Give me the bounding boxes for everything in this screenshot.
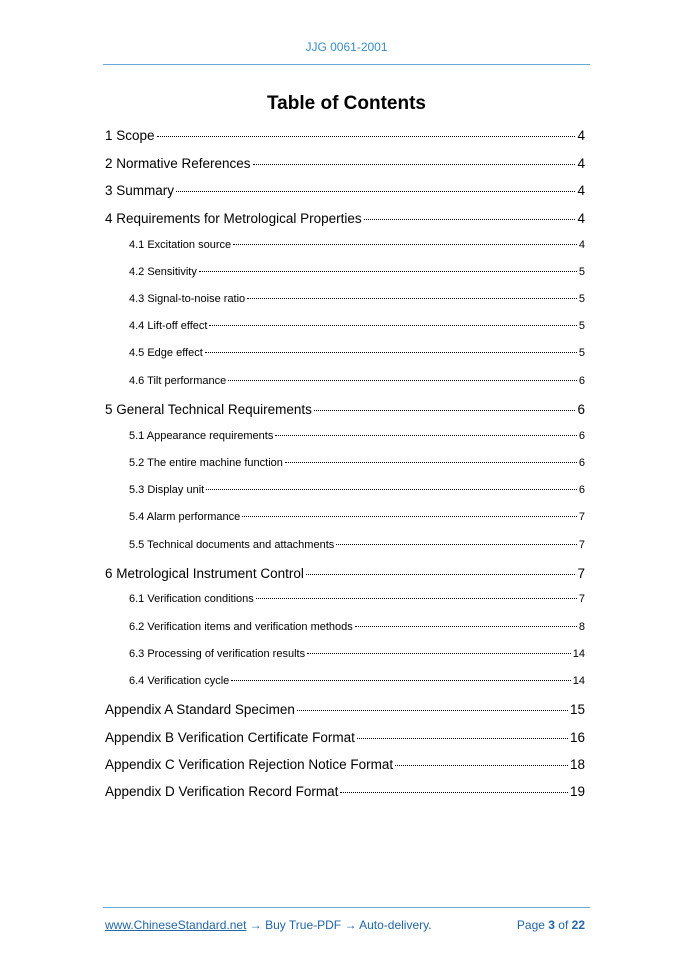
header-divider [103, 64, 590, 65]
dot-leader [228, 379, 577, 381]
toc-entry-label: 4 Requirements for Metrological Properties [105, 211, 362, 226]
dot-leader [253, 163, 576, 165]
dot-leader [357, 737, 568, 739]
toc-subentry[interactable] [129, 267, 585, 278]
footer-promo [105, 918, 432, 932]
dot-leader [231, 679, 570, 681]
toc-entry-label: 5.4 Alarm performance [129, 511, 241, 523]
page-total: 22 [571, 918, 585, 932]
dot-leader [176, 190, 575, 192]
dot-leader [209, 324, 576, 326]
toc-subentry[interactable] [129, 348, 585, 359]
toc-entry-page: 6 [578, 484, 585, 496]
toc-entry-label: Appendix D Verification Record Format [105, 784, 339, 799]
dot-leader [364, 218, 576, 220]
dot-leader [355, 625, 577, 627]
toc-subentry[interactable] [129, 622, 585, 633]
dot-leader [206, 488, 577, 490]
toc-entry-label: 5.3 Display unit [129, 484, 205, 496]
dot-leader [307, 652, 571, 654]
toc-entry-page: 8 [578, 621, 585, 633]
toc-entry-label: Appendix C Verification Rejection Notice Format [105, 757, 394, 772]
dot-leader [275, 434, 577, 436]
dot-leader [285, 461, 577, 463]
toc-entry-page: 7 [577, 566, 585, 581]
toc-entry-page: 7 [578, 511, 585, 523]
toc-entry[interactable] [105, 703, 585, 717]
toc-entry-label: 6.3 Processing of verification results [129, 648, 306, 660]
toc-entry[interactable] [105, 731, 585, 745]
toc-entry-page: 6 [578, 375, 585, 387]
toc-entry-label: 4.2 Sensitivity [129, 266, 197, 278]
page-footer [105, 918, 585, 932]
footer-divider [103, 907, 590, 908]
dot-leader [256, 597, 577, 599]
toc-entry-label: 5 General Technical Requirements [105, 402, 312, 417]
toc-entry-label: 4.6 Tilt performance [129, 375, 227, 387]
toc-entry[interactable] [105, 157, 585, 171]
toc-entry-label: 6.1 Verification conditions [129, 593, 254, 605]
toc-entry-label: 6.4 Verification cycle [129, 675, 230, 687]
toc-entry[interactable] [105, 212, 585, 226]
toc-entry[interactable] [105, 403, 585, 417]
toc-subentry[interactable] [129, 540, 585, 551]
toc-entry[interactable] [105, 567, 585, 581]
toc-entry-page: 5 [578, 320, 585, 332]
dot-leader [233, 243, 577, 245]
toc-subentry[interactable] [129, 376, 585, 387]
dot-leader [242, 515, 577, 517]
toc-entry-label: 4.5 Edge effect [129, 347, 203, 359]
toc-subentry[interactable] [129, 458, 585, 469]
dot-leader [314, 409, 576, 411]
toc-entry-label: Appendix B Verification Certificate Format [105, 730, 355, 745]
toc-entry-label: 5.2 The entire machine function [129, 457, 283, 469]
toc-entry-page: 5 [578, 266, 585, 278]
dot-leader [297, 709, 568, 711]
toc-entry-page: 18 [569, 757, 585, 772]
page-prefix: Page [516, 918, 549, 932]
toc-subentry[interactable] [129, 240, 585, 251]
dot-leader [157, 135, 576, 137]
toc-entry-page: 4 [577, 211, 585, 226]
toc-entry-page: 4 [577, 156, 585, 171]
toc-subentry[interactable] [129, 485, 585, 496]
toc-entry[interactable] [105, 785, 585, 799]
toc-subentry[interactable] [129, 321, 585, 332]
dot-leader [340, 791, 568, 793]
page-title: Table of Contents [266, 93, 427, 114]
running-header: JJG 0061-2001 [305, 40, 388, 54]
toc-entry-label: 2 Normative References [105, 156, 251, 171]
toc-entry-page: 6 [577, 402, 585, 417]
toc-entry-label: 4.3 Signal-to-noise ratio [129, 293, 246, 305]
toc-entry-label: 6.2 Verification items and verification methods [129, 621, 353, 633]
toc-subentry[interactable] [129, 512, 585, 523]
toc-entry-page: 4 [577, 183, 585, 198]
dot-leader [306, 573, 576, 575]
dot-leader [395, 764, 568, 766]
dot-leader [205, 351, 577, 353]
toc-entry-label: 5.1 Appearance requirements [129, 430, 274, 442]
toc-entry[interactable] [105, 184, 585, 198]
toc-entry-page: 7 [578, 539, 585, 551]
toc-entry-page: 4 [578, 239, 585, 251]
toc-entry-page: 4 [577, 128, 585, 143]
toc-entry-page: 16 [569, 730, 585, 745]
toc-entry[interactable] [105, 129, 585, 143]
toc-entry-label: 5.5 Technical documents and attachments [129, 539, 335, 551]
toc-entry-page: 5 [578, 347, 585, 359]
website-link[interactable]: www.ChineseStandard.net [105, 918, 247, 932]
toc-entry-label: 3 Summary [105, 183, 175, 198]
toc-subentry[interactable] [129, 294, 585, 305]
toc-entry-page: 7 [578, 593, 585, 605]
toc-entry-page: 5 [578, 293, 585, 305]
toc-entry-page: 6 [578, 430, 585, 442]
toc-entry-page: 14 [572, 648, 585, 660]
page-current: 3 [548, 918, 555, 932]
dot-leader [336, 543, 577, 545]
toc-entry-page: 14 [572, 675, 585, 687]
toc-subentry[interactable] [129, 649, 585, 660]
toc-entry-label: 4.4 Lift-off effect [129, 320, 208, 332]
toc-entry[interactable] [105, 758, 585, 772]
page-indicator [517, 918, 585, 932]
toc-entry-page: 6 [578, 457, 585, 469]
toc-subentry[interactable] [129, 431, 585, 442]
toc-entry-label: 1 Scope [105, 128, 155, 143]
toc-subentry[interactable] [129, 676, 585, 687]
dot-leader [247, 297, 577, 299]
toc-entry-page: 15 [569, 702, 585, 717]
toc-subentry[interactable] [129, 594, 585, 605]
toc-entry-label: Appendix A Standard Specimen [105, 702, 295, 717]
toc-entry-label: 4.1 Excitation source [129, 239, 232, 251]
toc-entry-page: 19 [569, 784, 585, 799]
toc-entry-label: 6 Metrological Instrument Control [105, 566, 304, 581]
page-of: of [554, 918, 572, 932]
dot-leader [199, 270, 577, 272]
promo-text: → Buy True-PDF → Auto-delivery. [246, 918, 432, 932]
